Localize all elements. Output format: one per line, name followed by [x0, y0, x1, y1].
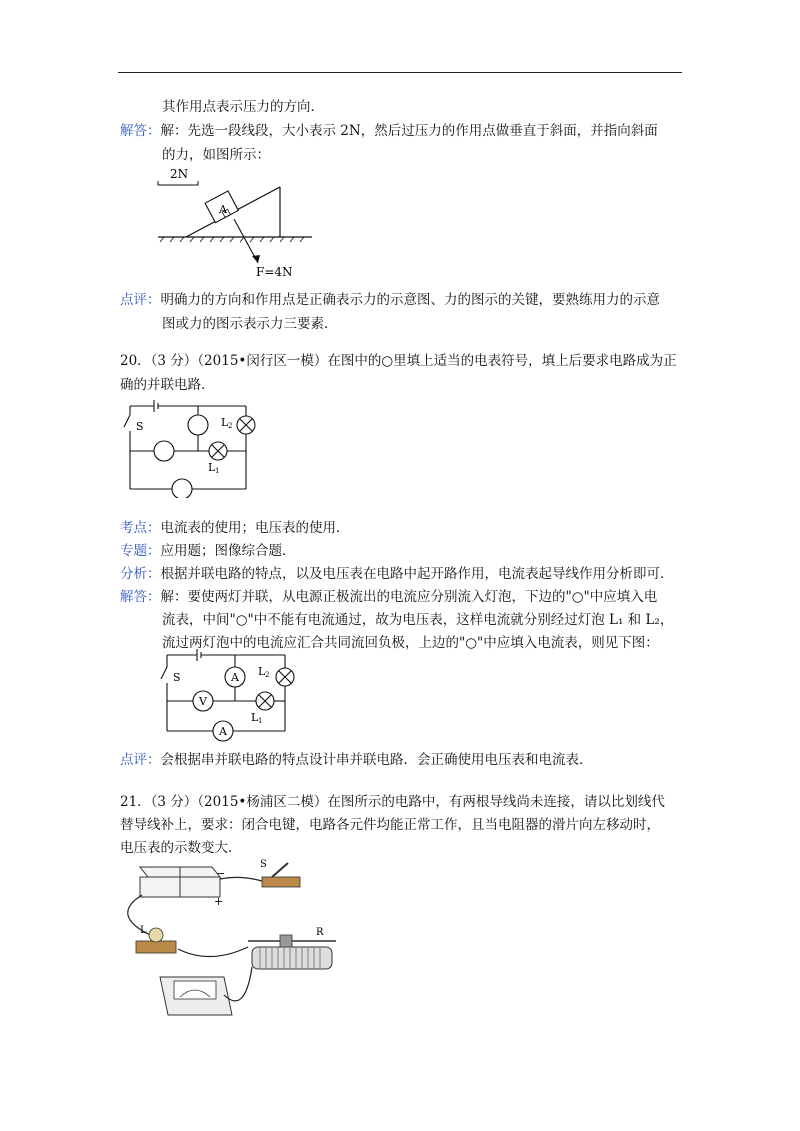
- answer-label: 解答：: [120, 123, 161, 139]
- l2-label: L: [221, 416, 229, 429]
- q20-answer-text: 解：要使两灯并联，从电源正极流出的电流应分别流入灯泡，下边的"○"中应填入电: [160, 589, 658, 605]
- comment-label: 点评：: [120, 752, 161, 768]
- q20-answer-row: [120, 587, 657, 607]
- scale-label: 2N: [170, 167, 189, 181]
- header-rule: [118, 72, 682, 73]
- switch-label: S: [260, 859, 267, 870]
- l1-subscript: 1: [215, 467, 220, 475]
- l1-label: L: [208, 461, 216, 474]
- q20-stem-2: 确的并联电路．: [120, 377, 215, 393]
- ammeter-top-label: A: [231, 671, 239, 684]
- q20-stem-1: 20．（3 分）（2015•闵行区一模）在图中的○里填上适当的电表符号，填上后要求电路成为正: [120, 353, 677, 369]
- q19-answer-row: [120, 121, 658, 141]
- voltmeter-label: V: [199, 695, 207, 708]
- switch-label: S: [136, 420, 144, 433]
- q20-zhuanti-row: [120, 541, 296, 561]
- apparatus-figure: [120, 855, 370, 1030]
- rheostat-label: R: [316, 927, 324, 938]
- q19-comment-text: 明确力的方向和作用点是正确表示力的示意图、力的图示的关键，要熟练用力的示意: [160, 292, 660, 308]
- kaodian-label: 考点：: [120, 520, 161, 536]
- q19-comment-text-2: 图或力的图示表示力三要素．: [162, 316, 338, 332]
- q20-fenxi-row: [120, 564, 674, 584]
- battery-plus: +: [214, 895, 224, 908]
- l1-subscript: 1: [258, 717, 263, 725]
- q20-answer-text-2: 流表，中间"○"中不能有电流通过，故为电压表，这样电流就分别经过灯泡 L₁ 和 L₂，: [162, 612, 674, 628]
- q19-comment-row: [120, 290, 660, 310]
- answer-label: 解答：: [120, 589, 161, 605]
- incline-force-figure: [150, 165, 320, 280]
- q21-stem-3: 电压表的示数变大．: [120, 840, 242, 856]
- q21-stem-1: 21．（3 分）（2015•杨浦区二模）在图所示的电路中，有两根导线尚未连接，请以比划线代: [120, 794, 665, 810]
- zhuanti-label: 专题：: [120, 543, 161, 559]
- q20-kaodian-row: [120, 518, 350, 538]
- ammeter-bottom-label: A: [219, 725, 227, 738]
- l2-label: L: [258, 665, 266, 678]
- force-label: F=4N: [256, 265, 293, 279]
- q19-answer-text-2: 的力，如图所示：: [162, 147, 270, 163]
- q21-stem-2: 替导线补上，要求：闭合电键，电路各元件均能正常工作，且当电阻器的滑片向左移动时，: [120, 817, 660, 833]
- l1-label: L: [251, 711, 259, 724]
- block-label: A: [219, 203, 227, 216]
- fenxi-text: 根据并联电路的特点，以及电压表在电路中起开路作用，电流表起导线作用分析即可．: [160, 566, 674, 582]
- q19-line0: 其作用点表示压力的方向．: [162, 99, 324, 115]
- kaodian-text: 电流表的使用；电压表的使用．: [160, 520, 350, 536]
- zhuanti-text: 应用题；图像综合题．: [160, 543, 296, 559]
- q20-comment-row: [120, 750, 593, 770]
- comment-label: 点评：: [120, 292, 161, 308]
- q19-answer-text: 解：先选一段线段，大小表示 2N，然后过压力的作用点做垂直于斜面，并指向斜面: [160, 123, 658, 139]
- q20-answer-text-3: 流过两灯泡中的电流应汇合共同流回负极，上边的"○"中应填入电流表，则见下图：: [162, 635, 659, 651]
- lamp-label: L: [140, 925, 147, 936]
- battery-minus: −: [216, 867, 226, 880]
- switch-label: S: [173, 671, 181, 684]
- l2-subscript: 2: [228, 422, 233, 430]
- circuit-answer-figure: [155, 645, 305, 745]
- circuit-question-figure: [118, 393, 268, 498]
- l2-subscript: 2: [265, 671, 270, 679]
- fenxi-label: 分析：: [120, 566, 161, 582]
- q20-comment-text: 会根据串并联电路的特点设计串并联电路．会正确使用电压表和电流表．: [160, 752, 593, 768]
